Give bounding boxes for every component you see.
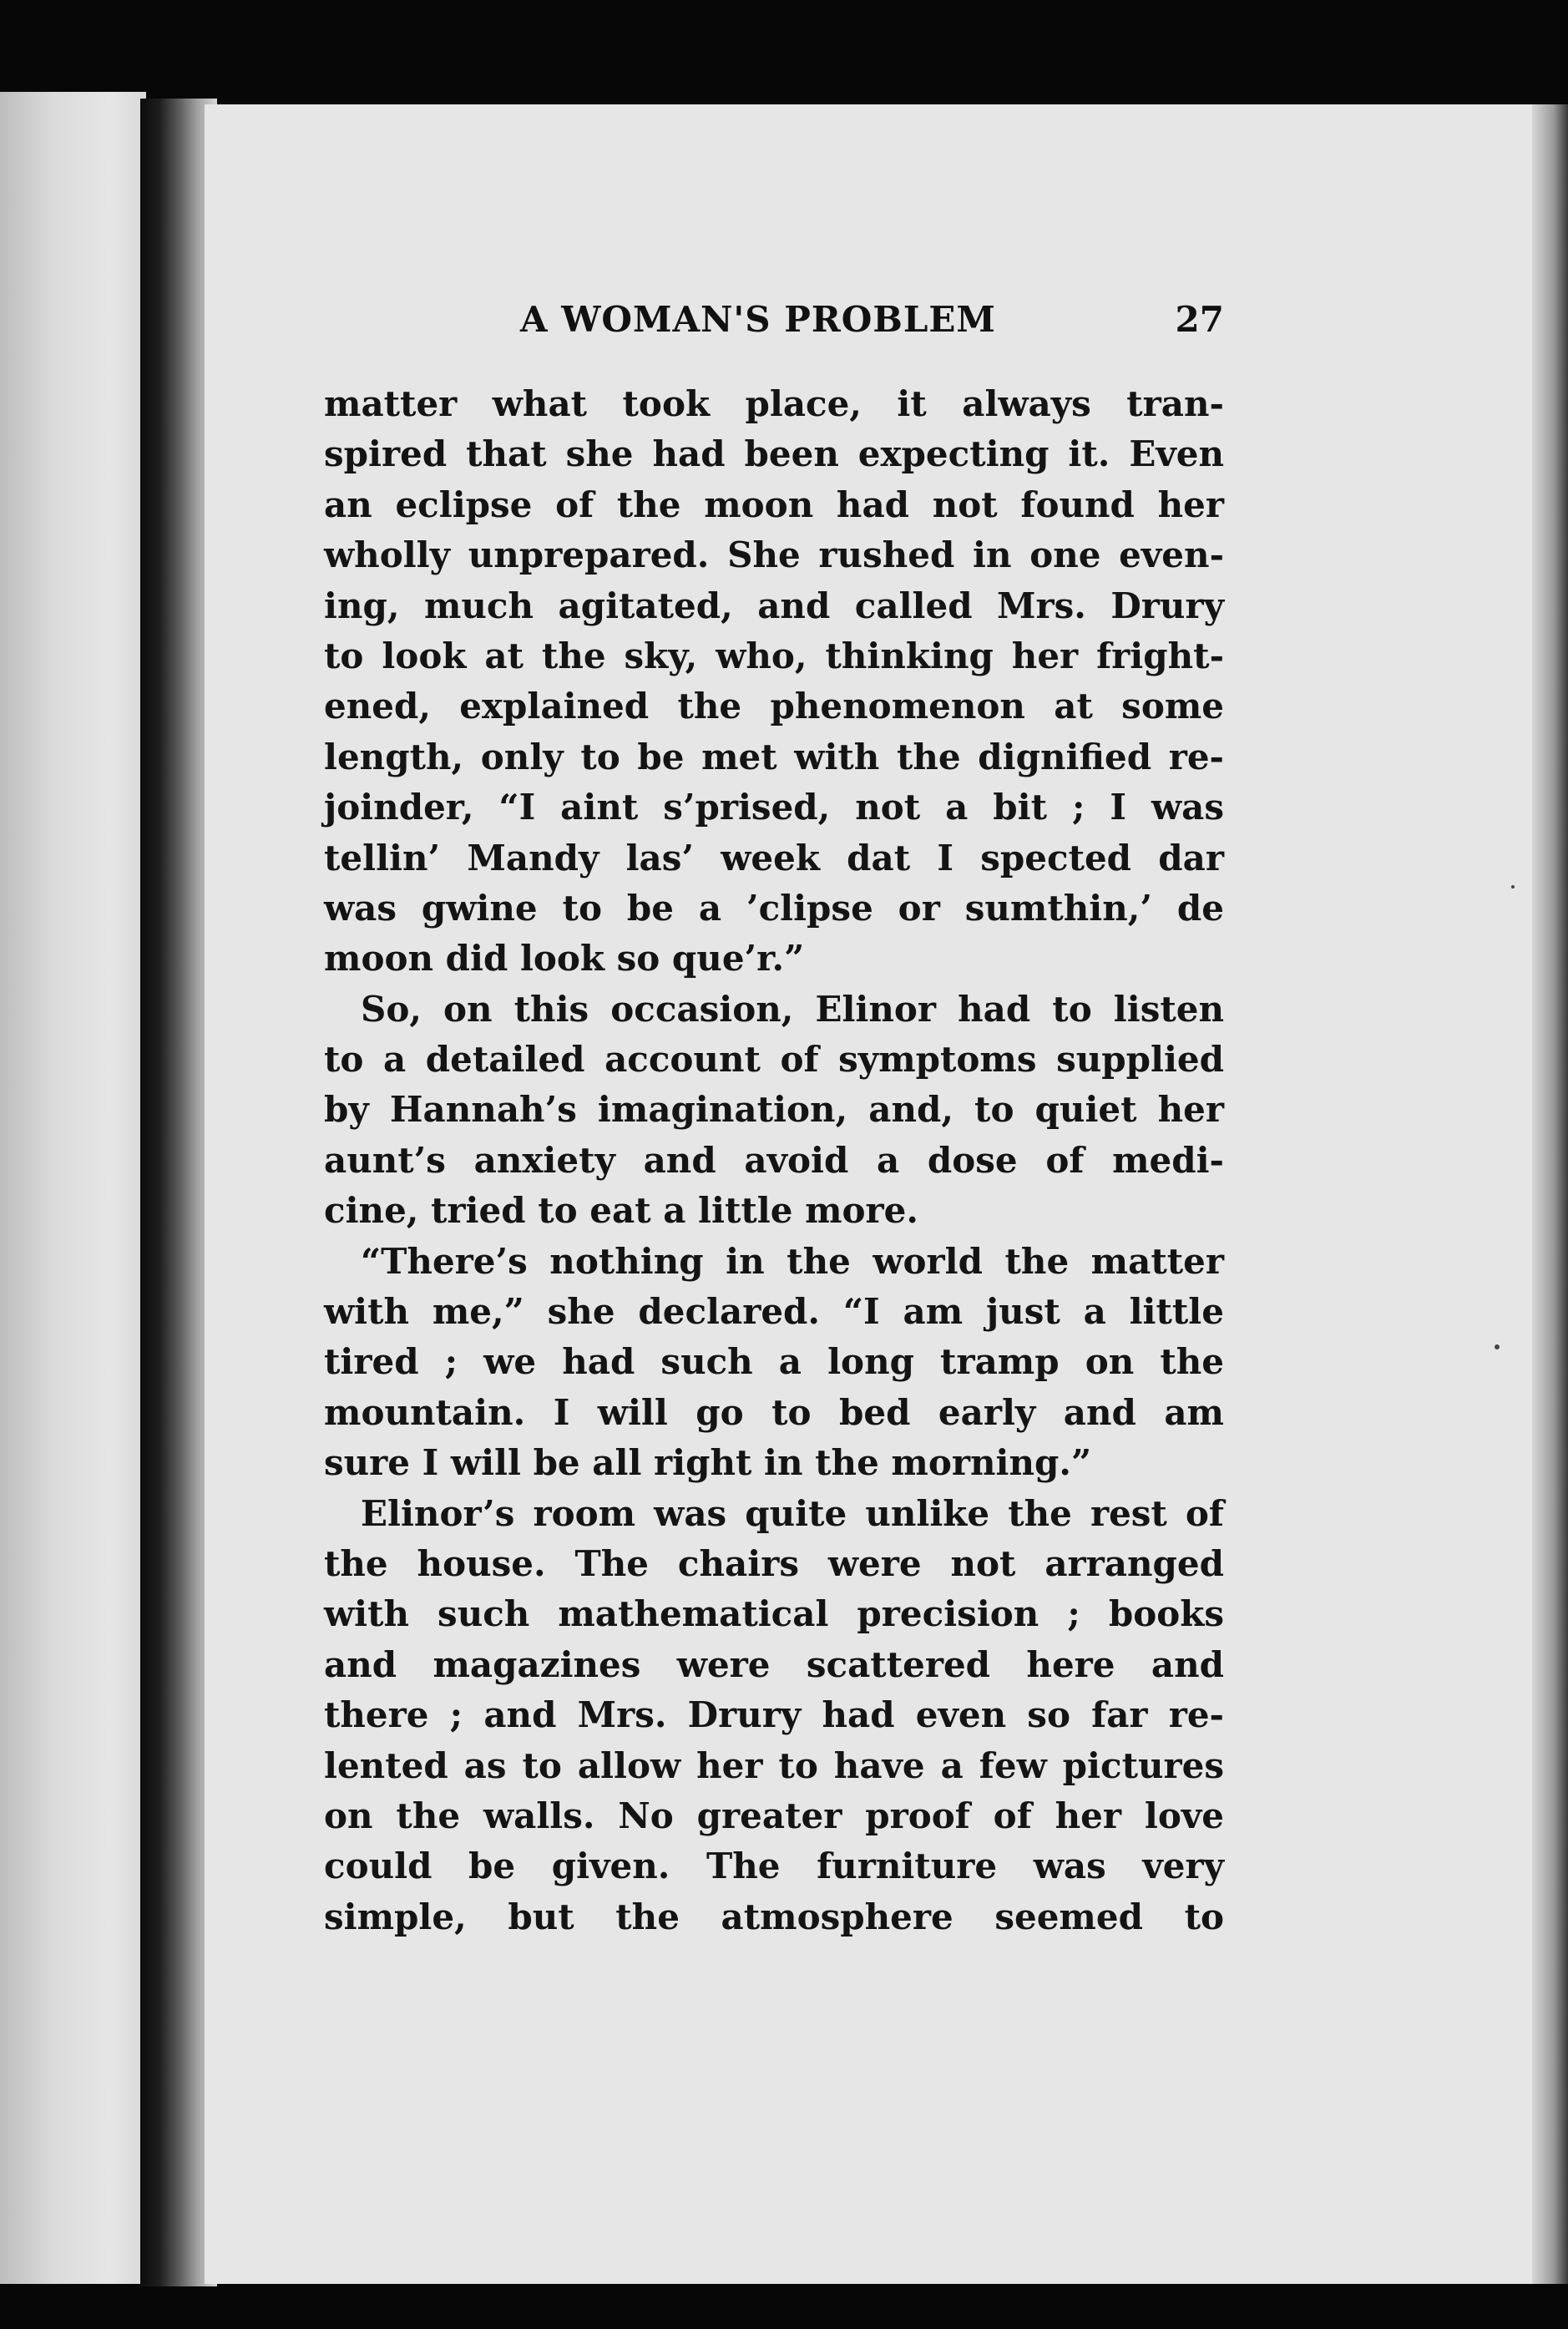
scan-speck [1495,1344,1500,1349]
text-line: wholly unprepared. She rushed in one even- [324,534,1224,576]
facing-page-edge [0,92,146,2284]
running-head [324,299,1224,349]
text-line: on the walls. No greater proof of her love [324,1795,1224,1836]
text-line: with me,” she declared. “I am just a little [324,1291,1224,1333]
text-line: tired ; we had such a long tramp on the [324,1341,1224,1383]
body-text [324,379,1224,1942]
text-line: there ; and Mrs. Drury had even so far re- [324,1694,1224,1736]
text-line: simple, but the atmosphere seemed to [324,1896,1224,1937]
page-number: 27 [1175,299,1224,340]
paragraph [324,379,1224,985]
text-line: matter what took place, it always tran- [324,383,1224,424]
text-line: to look at the sky, who, thinking her fright- [324,635,1224,676]
text-line: joinder, “I aint s’prised, not a bit ; I was [324,787,1224,828]
text-line: cine, tried to eat a little more. [324,1190,918,1232]
text-line: an eclipse of the moon had not found her [324,484,1224,525]
text-line: aunt’s anxiety and avoid a dose of medi- [324,1139,1224,1181]
text-line: length, only to be met with the dignified re- [324,736,1224,777]
paragraph [324,1489,1224,1943]
text-line: “There’s nothing in the world the matter [361,1240,1224,1282]
text-line: by Hannah’s imagination, and, to quiet her [324,1089,1224,1131]
text-line: ened, explained the phenomenon at some [324,686,1224,727]
text-line: So, on this occasion, Elinor had to listen [361,988,1224,1030]
text-line: tellin’ Mandy las’ week dat I spected dar [324,837,1224,878]
text-line: lented as to allow her to have a few pictures [324,1744,1224,1786]
paragraph [324,1237,1224,1489]
text-line: to a detailed account of symptoms supplied [324,1039,1224,1081]
text-line: and magazines were scattered here and [324,1643,1224,1685]
text-line: mountain. I will go to bed early and am [324,1391,1224,1433]
text-line: Elinor’s room was quite unlike the rest of [361,1492,1224,1534]
text-line: sure I will be all right in the morning.” [324,1442,1092,1484]
text-line: with such mathematical precision ; books [324,1593,1224,1635]
text-line: was gwine to be a ’clipse or sumthin,’ de [324,887,1224,929]
page-edge-shadow [1532,104,1568,2284]
scan-speck [1511,885,1515,889]
text-line: the house. The chairs were not arranged [324,1542,1224,1584]
text-line: could be given. The furniture was very [324,1845,1224,1887]
paragraph [324,985,1224,1237]
text-line: ing, much agitated, and called Mrs. Drury [324,585,1224,626]
running-head-title: A WOMAN'S PROBLEM [520,299,996,340]
text-line: spired that she had been expecting it. Even [324,433,1224,475]
text-line: moon did look so que’r.” [324,938,805,980]
